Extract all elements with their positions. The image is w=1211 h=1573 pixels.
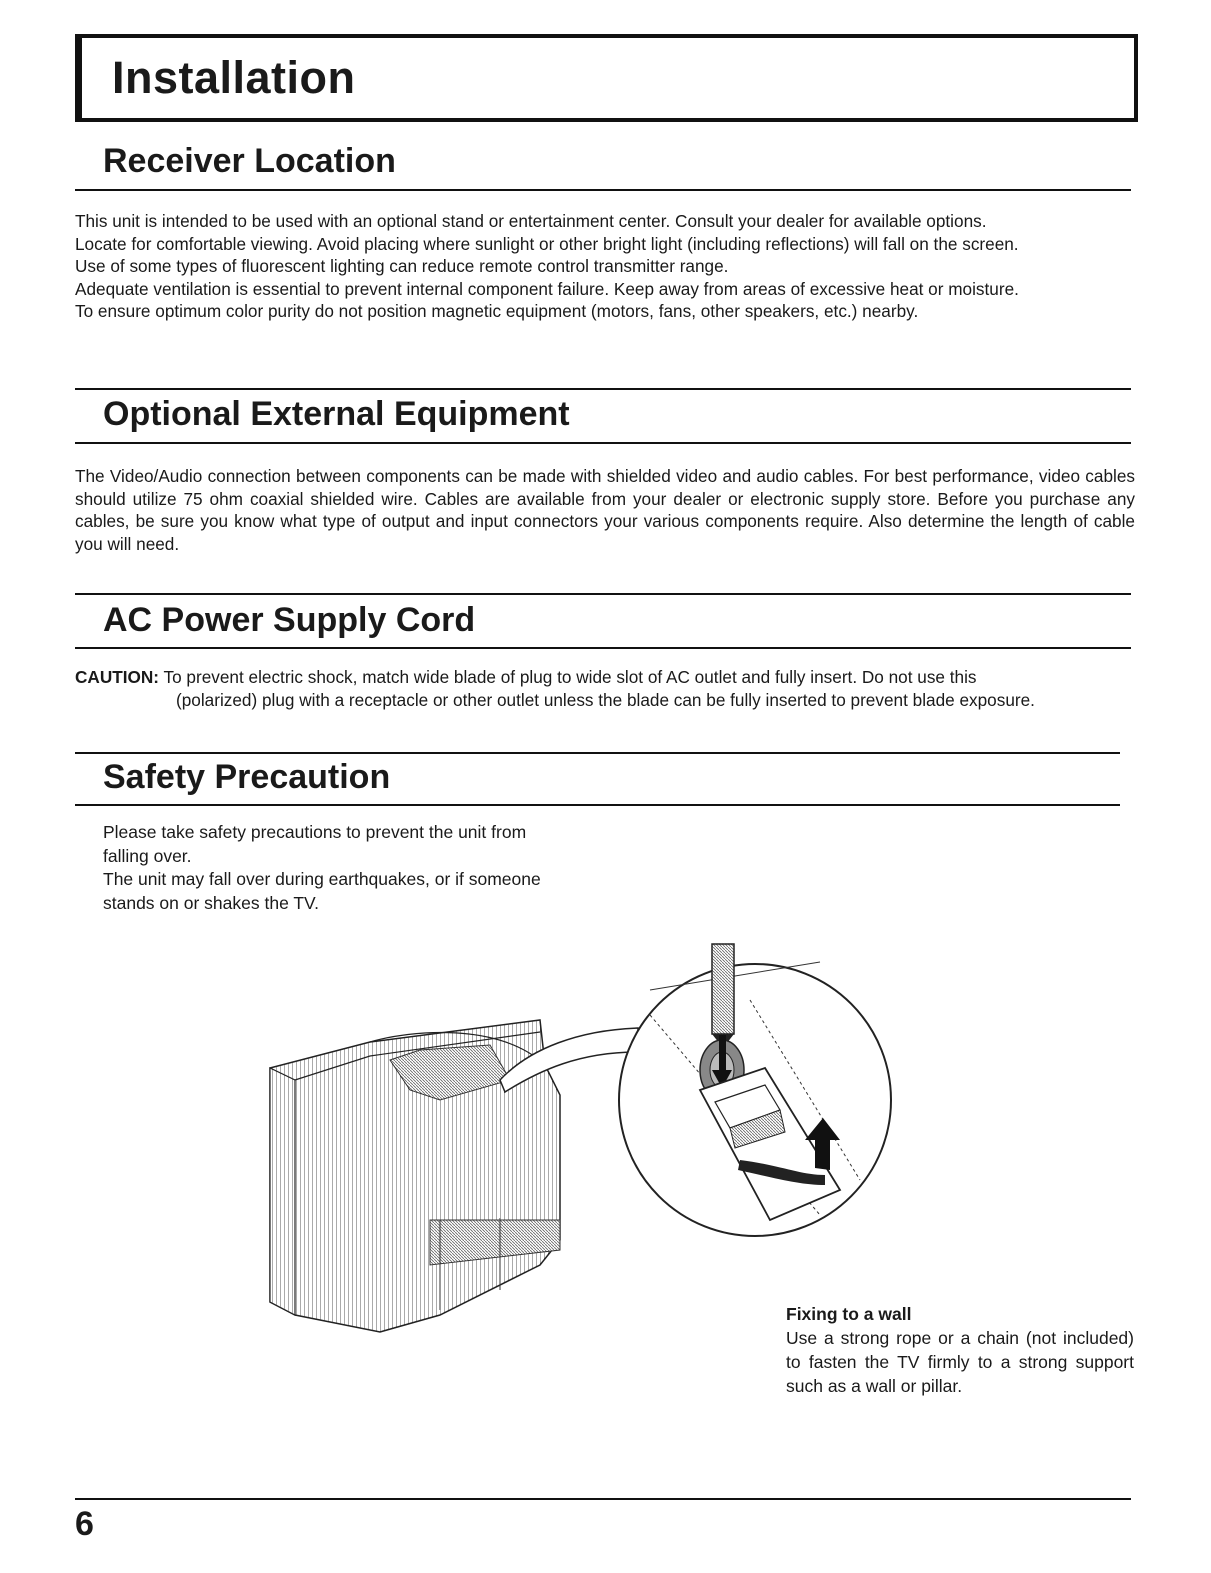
section-title-optional-external-equipment: Optional External Equipment [103, 395, 570, 433]
receiver-paragraph: To ensure optimum color purity do not position magnetic equipment (motors, fans, other speakers, etc.) nearby. [75, 301, 919, 322]
section-divider [75, 593, 1131, 595]
tv-wall-fixing-illustration [260, 920, 900, 1340]
section-divider [75, 752, 1120, 754]
caution-note [75, 666, 1135, 712]
caution-label: CAUTION: [75, 667, 160, 687]
external-paragraph: The Video/Audio connection between components can be made with shielded video and audio cables. For best performance, video cables should utilize 75 ohm coaxial shielded wire. Cables are available from your dealer or electronic supply store. Before you purchase any cables, be sure you know what type of output and input connectors your various components require. Also determine the length of cable you will need. [75, 466, 1135, 554]
section-divider [75, 442, 1131, 444]
caution-text-line2: (polarized) plug with a receptacle or other outlet unless the blade can be fully inserted to prevent blade exposure. [176, 690, 1035, 710]
external-equipment-text [75, 465, 1135, 555]
page-title: Installation [112, 52, 356, 103]
fixing-text: Use a strong rope or a chain (not included) to fasten the TV firmly to a strong support such as a wall or pillar. [786, 1328, 1134, 1396]
section-title-receiver-location: Receiver Location [103, 142, 396, 180]
page-number: 6 [75, 1505, 94, 1543]
safety-text [103, 821, 563, 915]
footer-divider [75, 1498, 1131, 1500]
receiver-paragraph: Use of some types of fluorescent lighting can reduce remote control transmitter range. [75, 256, 729, 277]
fixing-to-wall-note [786, 1302, 1134, 1398]
receiver-location-text [75, 210, 1135, 323]
receiver-paragraph: This unit is intended to be used with an optional stand or entertainment center. Consult your dealer for available options. [75, 211, 987, 231]
section-divider [75, 388, 1131, 390]
caution-text-line1: To prevent electric shock, match wide blade of plug to wide slot of AC outlet and fully insert. Do not use this [163, 667, 977, 687]
fixing-title: Fixing to a wall [786, 1304, 912, 1324]
section-divider [75, 647, 1131, 649]
receiver-paragraph: Adequate ventilation is essential to prevent internal component failure. Keep away from areas of excessive heat or moisture. [75, 278, 1019, 299]
safety-paragraph: Please take safety precautions to prevent the unit from falling over. [103, 822, 527, 866]
page-title-box [75, 34, 1138, 122]
safety-paragraph: The unit may fall over during earthquakes, or if someone stands on or shakes the TV. [103, 869, 541, 913]
section-title-safety-precaution: Safety Precaution [103, 758, 391, 796]
wall-fixing-detail [619, 944, 891, 1236]
section-divider [75, 804, 1120, 806]
section-divider [75, 189, 1131, 191]
section-title-ac-power-supply-cord: AC Power Supply Cord [103, 601, 476, 639]
receiver-paragraph: Locate for comfortable viewing. Avoid placing where sunlight or other bright light (including reflections) will fall on the screen. [75, 233, 1019, 254]
